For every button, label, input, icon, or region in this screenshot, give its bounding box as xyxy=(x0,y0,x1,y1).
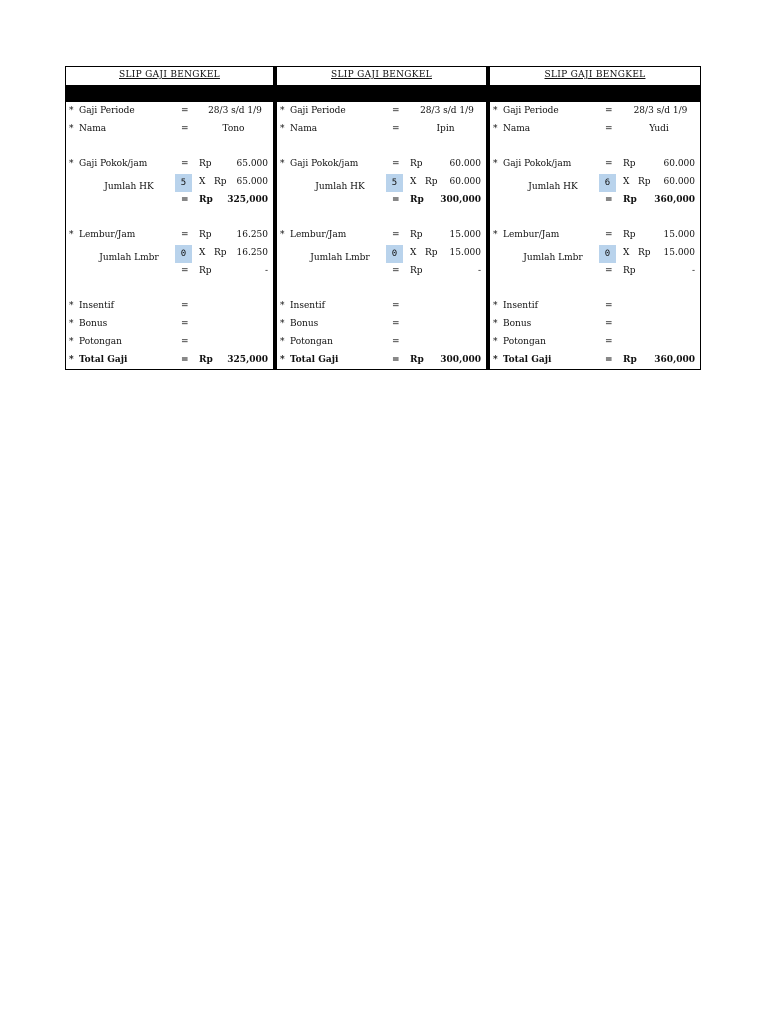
salary-slip xyxy=(277,66,486,370)
row-jumlah-lmbr xyxy=(277,245,486,263)
currency: Rp xyxy=(623,355,637,365)
currency: Rp xyxy=(623,195,637,205)
pokok-rate: 60.000 xyxy=(663,159,695,169)
row-gaji-pokok xyxy=(277,156,486,174)
right-border xyxy=(700,66,701,370)
bullet: * xyxy=(493,355,498,365)
total-label: Total Gaji xyxy=(290,355,339,365)
currency: Rp xyxy=(623,159,636,169)
bullet: * xyxy=(69,159,74,169)
periode-label: Gaji Periode xyxy=(290,106,346,116)
multiply-sign: X xyxy=(410,248,417,258)
pokok-total: 325,000 xyxy=(227,195,268,205)
nama-value: Tono xyxy=(222,124,245,134)
total-label: Total Gaji xyxy=(503,355,552,365)
currency: Rp xyxy=(410,159,423,169)
nama-value: Yudi xyxy=(649,124,669,134)
row-lembur xyxy=(277,227,486,245)
insentif-label: Insentif xyxy=(503,301,538,311)
bullet: * xyxy=(69,301,74,311)
row-lembur-total xyxy=(66,263,273,281)
header-band xyxy=(66,85,273,102)
row-periode xyxy=(490,103,700,121)
row-gaji-pokok xyxy=(66,156,273,174)
total-value: 300,000 xyxy=(440,355,481,365)
potongan-label: Potongan xyxy=(503,337,546,347)
hk-label: Jumlah HK xyxy=(104,182,154,192)
currency: Rp xyxy=(199,195,213,205)
bullet: * xyxy=(493,159,498,169)
equals: = xyxy=(181,195,189,205)
row-pokok-total xyxy=(277,192,486,210)
bullet: * xyxy=(280,159,285,169)
bullet: * xyxy=(280,337,285,347)
equals: = xyxy=(605,124,613,134)
bonus-label: Bonus xyxy=(503,319,532,329)
equals: = xyxy=(181,337,189,347)
equals: = xyxy=(605,159,613,169)
row-pokok-total xyxy=(66,192,273,210)
currency: Rp xyxy=(214,248,227,258)
row-insentif xyxy=(490,298,700,316)
multiply-sign: X xyxy=(623,248,630,258)
bullet: * xyxy=(280,124,285,134)
row-potongan xyxy=(490,334,700,352)
lembur-rate: 15.000 xyxy=(449,230,481,240)
lembur-rate-repeat: 15.000 xyxy=(449,248,481,258)
bonus-label: Bonus xyxy=(79,319,108,329)
periode-value: 28/3 s/d 1/9 xyxy=(208,106,262,116)
currency: Rp xyxy=(638,248,651,258)
equals: = xyxy=(605,106,613,116)
equals: = xyxy=(181,124,189,134)
pokok-rate: 60.000 xyxy=(449,159,481,169)
row-lembur-total xyxy=(490,263,700,281)
nama-label: Nama xyxy=(503,124,531,134)
slip-title: SLIP GAJI BENGKEL xyxy=(119,70,220,80)
hk-count-cell[interactable]: 5 xyxy=(175,174,192,192)
equals: = xyxy=(392,195,400,205)
row-total-gaji xyxy=(490,352,700,370)
lembur-label: Lembur/Jam xyxy=(503,230,560,240)
lmbr-count-cell[interactable]: 0 xyxy=(599,245,616,263)
bullet: * xyxy=(69,230,74,240)
bonus-label: Bonus xyxy=(290,319,319,329)
lembur-total: - xyxy=(264,266,268,276)
row-lembur xyxy=(66,227,273,245)
lmbr-count-cell[interactable]: 0 xyxy=(175,245,192,263)
equals: = xyxy=(605,195,613,205)
pokok-total: 360,000 xyxy=(654,195,695,205)
equals: = xyxy=(181,355,189,365)
pokok-total: 300,000 xyxy=(440,195,481,205)
bullet: * xyxy=(493,301,498,311)
bullet: * xyxy=(280,355,285,365)
row-total-gaji xyxy=(66,352,273,370)
currency: Rp xyxy=(425,248,438,258)
row-jumlah-lmbr xyxy=(66,245,273,263)
pokok-rate-repeat: 60.000 xyxy=(449,177,481,187)
bullet: * xyxy=(493,124,498,134)
equals: = xyxy=(392,319,400,329)
header-band xyxy=(277,85,486,102)
currency: Rp xyxy=(410,266,423,276)
total-label: Total Gaji xyxy=(79,355,128,365)
header-band xyxy=(490,85,700,102)
row-nama xyxy=(66,121,273,139)
periode-label: Gaji Periode xyxy=(79,106,135,116)
row-periode xyxy=(277,103,486,121)
row-potongan xyxy=(66,334,273,352)
salary-slip xyxy=(490,66,700,370)
row-insentif xyxy=(66,298,273,316)
bullet: * xyxy=(69,124,74,134)
periode-label: Gaji Periode xyxy=(503,106,559,116)
currency: Rp xyxy=(638,177,651,187)
row-gaji-pokok xyxy=(490,156,700,174)
multiply-sign: X xyxy=(623,177,630,187)
equals: = xyxy=(181,266,189,276)
bullet: * xyxy=(69,106,74,116)
slip-title: SLIP GAJI BENGKEL xyxy=(331,70,432,80)
bullet: * xyxy=(69,337,74,347)
currency: Rp xyxy=(214,177,227,187)
row-jumlah-hk xyxy=(277,174,486,192)
lmbr-label: Jumlah Lmbr xyxy=(99,253,159,263)
bullet: * xyxy=(493,319,498,329)
equals: = xyxy=(605,319,613,329)
lembur-total: - xyxy=(477,266,481,276)
lembur-total: - xyxy=(691,266,695,276)
row-potongan xyxy=(277,334,486,352)
periode-value: 28/3 s/d 1/9 xyxy=(420,106,474,116)
row-nama xyxy=(490,121,700,139)
row-jumlah-hk xyxy=(490,174,700,192)
equals: = xyxy=(181,106,189,116)
currency: Rp xyxy=(410,195,424,205)
bullet: * xyxy=(69,319,74,329)
bullet: * xyxy=(280,319,285,329)
lmbr-count-cell[interactable]: 0 xyxy=(386,245,403,263)
bullet: * xyxy=(280,106,285,116)
row-bonus xyxy=(277,316,486,334)
currency: Rp xyxy=(623,230,636,240)
periode-value: 28/3 s/d 1/9 xyxy=(633,106,688,116)
equals: = xyxy=(392,230,400,240)
lembur-label: Lembur/Jam xyxy=(290,230,347,240)
hk-count-cell[interactable]: 6 xyxy=(599,174,616,192)
currency: Rp xyxy=(425,177,438,187)
currency: Rp xyxy=(199,355,213,365)
pokok-label: Gaji Pokok/jam xyxy=(79,159,148,169)
lembur-rate-repeat: 16.250 xyxy=(236,248,268,258)
insentif-label: Insentif xyxy=(79,301,114,311)
currency: Rp xyxy=(199,230,212,240)
multiply-sign: X xyxy=(199,177,206,187)
equals: = xyxy=(392,106,400,116)
currency: Rp xyxy=(623,266,636,276)
row-bonus xyxy=(490,316,700,334)
currency: Rp xyxy=(410,230,423,240)
row-bonus xyxy=(66,316,273,334)
row-insentif xyxy=(277,298,486,316)
row-total-gaji xyxy=(277,352,486,370)
bullet: * xyxy=(493,230,498,240)
potongan-label: Potongan xyxy=(290,337,333,347)
bullet: * xyxy=(493,337,498,347)
multiply-sign: X xyxy=(410,177,417,187)
lembur-rate-repeat: 15.000 xyxy=(663,248,695,258)
nama-label: Nama xyxy=(290,124,318,134)
equals: = xyxy=(181,301,189,311)
nama-value: Ipin xyxy=(436,124,455,134)
lembur-label: Lembur/Jam xyxy=(79,230,136,240)
hk-count-cell[interactable]: 5 xyxy=(386,174,403,192)
row-jumlah-lmbr xyxy=(490,245,700,263)
equals: = xyxy=(605,266,613,276)
total-value: 325,000 xyxy=(227,355,268,365)
multiply-sign: X xyxy=(199,248,206,258)
pokok-rate-repeat: 60.000 xyxy=(663,177,695,187)
equals: = xyxy=(605,337,613,347)
equals: = xyxy=(181,159,189,169)
slip-title: SLIP GAJI BENGKEL xyxy=(544,70,646,80)
row-jumlah-hk xyxy=(66,174,273,192)
equals: = xyxy=(392,266,400,276)
equals: = xyxy=(605,301,613,311)
bullet: * xyxy=(280,301,285,311)
equals: = xyxy=(392,124,400,134)
potongan-label: Potongan xyxy=(79,337,122,347)
row-lembur-total xyxy=(277,263,486,281)
row-periode xyxy=(66,103,273,121)
bullet: * xyxy=(280,230,285,240)
insentif-label: Insentif xyxy=(290,301,325,311)
row-lembur xyxy=(490,227,700,245)
pokok-rate: 65.000 xyxy=(236,159,268,169)
pokok-label: Gaji Pokok/jam xyxy=(503,159,572,169)
salary-slip xyxy=(66,66,273,370)
currency: Rp xyxy=(199,159,212,169)
equals: = xyxy=(605,230,613,240)
equals: = xyxy=(392,301,400,311)
equals: = xyxy=(181,319,189,329)
currency: Rp xyxy=(199,266,212,276)
nama-label: Nama xyxy=(79,124,107,134)
bullet: * xyxy=(69,355,74,365)
row-nama xyxy=(277,121,486,139)
total-value: 360,000 xyxy=(654,355,695,365)
equals: = xyxy=(605,355,613,365)
lmbr-label: Jumlah Lmbr xyxy=(310,253,370,263)
lmbr-label: Jumlah Lmbr xyxy=(523,253,583,263)
equals: = xyxy=(392,159,400,169)
bullet: * xyxy=(493,106,498,116)
equals: = xyxy=(181,230,189,240)
pokok-label: Gaji Pokok/jam xyxy=(290,159,359,169)
pokok-rate-repeat: 65.000 xyxy=(236,177,268,187)
hk-label: Jumlah HK xyxy=(315,182,365,192)
currency: Rp xyxy=(410,355,424,365)
lembur-rate: 15.000 xyxy=(663,230,695,240)
hk-label: Jumlah HK xyxy=(528,182,578,192)
equals: = xyxy=(392,337,400,347)
row-pokok-total xyxy=(490,192,700,210)
equals: = xyxy=(392,355,400,365)
lembur-rate: 16.250 xyxy=(236,230,268,240)
